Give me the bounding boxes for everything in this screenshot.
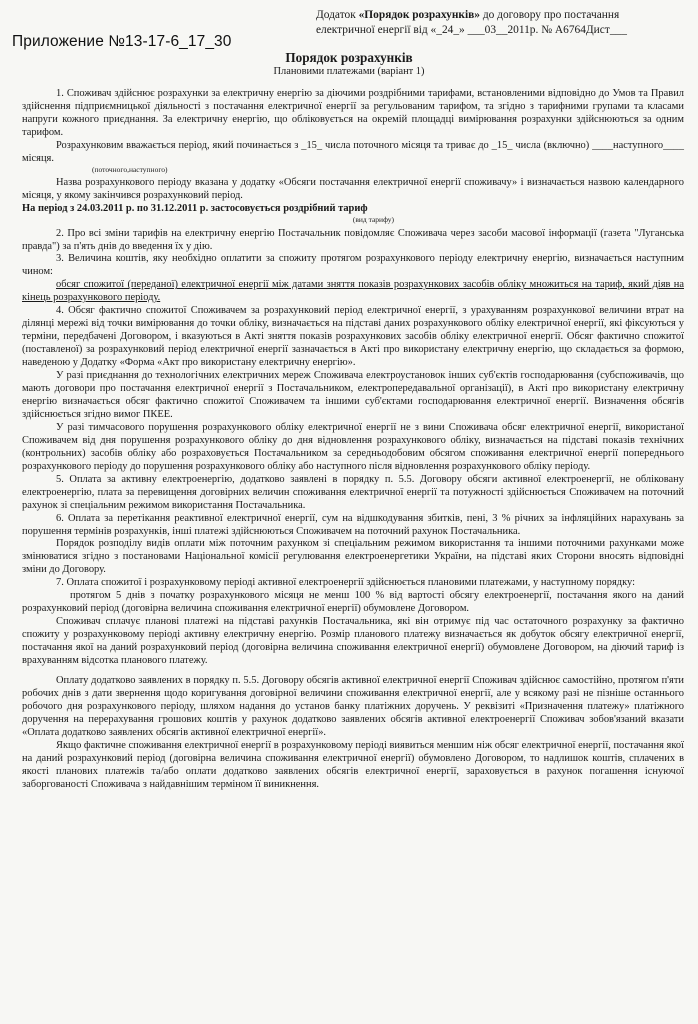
paragraph-8: 4. Обсяг фактично спожитої Споживачем за розрахунковий період електричної енергії, з урахуванням розрахункової величини втрат на ділянці мережі від точки вимірювання до точки обліку, визначається на підставі даних розрахункового обліку електричної енергії, які фіксуються у терміни, передбачені Договором, і вказуються в Акті зняття показів розрахункових засобів обліку електричної енергії. Обсяг фактично спожитої (поставленої) за розрахунковий період електричної енергії зазначається в Акті про використану електричну енергію, що складається за формою, наведеною у Додатку «Форма «Акт про використану електричну енергію». [22, 305, 684, 369]
paragraph-4: На період з 24.03.2011 р. по 31.12.2011 р. застосовується роздрібний тариф [22, 202, 368, 214]
paragraph-13: Порядок розподілу видів оплати між поточним рахунком зі спеціальним режимом використання та іншими поточними рахунками може змінюватися згідно з постановами Національної комісії регулювання електроенергетики України, на підставі яких Сторони вносять відповідні зміни до Договору. [22, 538, 684, 576]
paragraph-9: У разі приєднання до технологічних електричних мереж Споживача електроустановок інших суб'єктів господарювання (субспоживачів, що мають договори про постачання електричної енергії з Постачальником, електропередавальної організації), в Акті про використану електричну енергію визначається обсяг фактично спожитої Споживачем та іншими суб'єктами господарювання електричної енергії. Визначення обсягів здійснюється згідно вимог ПКЕЕ. [22, 370, 684, 420]
paragraph-15: протягом 5 днів з початку розрахункового місяця не менш 100 % від вартості обсягу електроенергії, постачання якого на даний розрахунковий період (договірна величина споживання електричної енергії) обумовлене Договором. [22, 590, 684, 615]
header-line-1 [316, 8, 690, 23]
paragraph-5: 2. Про всі зміни тарифів на електричну енергію Постачальник повідомляє Споживача через засоби масової інформації (газета "Луганська правда") за п'ять днів до введення їх у дію. [22, 227, 684, 252]
paragraph-16: Споживач сплачує планові платежі на підставі рахунків Постачальника, які він отримує під час остаточного розрахунку за фактично спожиту у розрахунковому періоді активну електричну енергію. Розмір планового платежу визначається як добуток обсягу електричної енергії, постачання якої на даний розрахунковий період (договірна величина споживання електричної енергії) обумовлене Договором, на діючий тариф із врахуванням відсотка планового платежу. [22, 616, 684, 667]
paragraph-3: Назва розрахункового періоду вказана у додатку «Обсяги постачання електричної енергії споживачу» і визначається назвою календарного місяця, у якому закінчився розрахунковий період. [22, 176, 684, 201]
header-prefix: Додаток [316, 9, 359, 21]
document-header [316, 8, 690, 38]
paragraph-7: обсяг спожитої (переданої) електричної енергії між датами зняття показів розрахункових засобів обліку множиться на тариф, який діяв на кінець розрахункового періоду. [22, 279, 684, 304]
paragraph-10: У разі тимчасового порушення розрахункового обліку електричної енергії не з вини Споживача обсяг електричної енергії, використаної Споживачем від дня порушення розрахункового обліку до дня відновлення розрахункового обліку, визначається на підставі показів технічних (контрольних) засобів обліку або розраховується Постачальником за середньодобовим обсягом споживання електричної енергії попереднього розрахункового періоду до порушення розрахункового обліку або наступного після відновлення розрахункового обліку періоду. [22, 421, 684, 472]
paragraph-18: Якщо фактичне споживання електричної енергії в розрахунковому періоді виявиться меншим ніж обсяг електричної енергії, постачання якої на даний розрахунковий період (договірна величина споживання електричної енергії) обумовлено Договором, то надлишок коштів, сплачених в якості планових платежів та/або оплати додатково заявлених обсягів електричної енергії, зараховується в рахунок погашення існуючої заборгованості Споживача з найдавнішим терміном її виникнення. [22, 739, 684, 790]
paragraph-1: 1. Споживач здійснює розрахунки за електричну енергію за діючими роздрібними тарифами, встановленими відповідно до Умов та Правил здійснення підприємницької діяльності з постачання електричної енергії за регульованим тарифом, та згідно з тарифними групами та класами напруги кожного приєднання. За електричну енергію, що обліковується на окремій площадці вимірювання розрахунки здійснюються за одним тарифом. [22, 88, 684, 138]
paragraph-11: 5. Оплата за активну електроенергію, додатково заявлені в порядку п. 5.5. Договору обсяги активної електроенергії, не обліковану електроенергію, плата за перевищення договірних величин споживання електричної енергії та потужності здійснюється Споживачем на поточний рахунок зі спеціальним режимом використання Постачальника. [22, 473, 684, 511]
attachment-label: Приложение №13-17-6_17_30 [12, 33, 232, 50]
header-doc-name: «Порядок розрахунків» [358, 9, 480, 21]
document-subtitle: Плановими платежами (варіант 1) [273, 66, 425, 77]
header-suffix: до договору про постачання [479, 9, 620, 21]
document-body [22, 88, 684, 792]
paragraph-14: 7. Оплата спожитої і розрахунковому періоді активної електроенергії здійснюється плановими платежами, у наступному порядку: [56, 577, 635, 589]
paragraph-2: Розрахунковим вважається період, який починається з _15_ числа поточного місяця та триває до _15_ числа (включно) ____наступного____ місяця. [22, 139, 684, 164]
paragraph-12: 6. Оплата за перетікання реактивної електричної енергії, сум на відшкодування збитків, пені, 3 % річних за інфляційних нарахувань за порушення термінів розрахунків, інші платежі здійснюються Споживачем на поточний рахунок Постачальника. [22, 512, 684, 537]
paragraph-2-note: (поточного,наступного) [92, 164, 168, 174]
paragraph-17: Оплату додатково заявлених в порядку п. 5.5. Договору обсягів активної електричної енергії Споживач здійснює самостійно, протягом п'яти робочих днів з дати звернення щодо коригування договірної величини споживання електричної енергії, але у всякому разі не пізніше останнього робочого дня розрахункового періоду, шляхом надання до установ банку платіжних доручень. У реквізиті «Призначення платежу» платіжного доручення на перерахування грошових коштів у рахунок додатково заявлених обсягів активної електроенергії Споживач зобов'язаний вказати «Оплата додатково заявлених обсягів активної електричної енергії». [22, 674, 684, 738]
paragraph-6: 3. Величина коштів, яку необхідно оплатити за спожиту протягом розрахункового періоду електричну енергію, визначається наступним чином: [22, 253, 684, 278]
header-line-2: електричної енергії від «_24_» ___03__2011р. № А6764Дист___ [316, 24, 627, 36]
paragraph-4-note: (вид тарифу) [352, 214, 394, 224]
document-title: Порядок розрахунків [285, 50, 413, 65]
